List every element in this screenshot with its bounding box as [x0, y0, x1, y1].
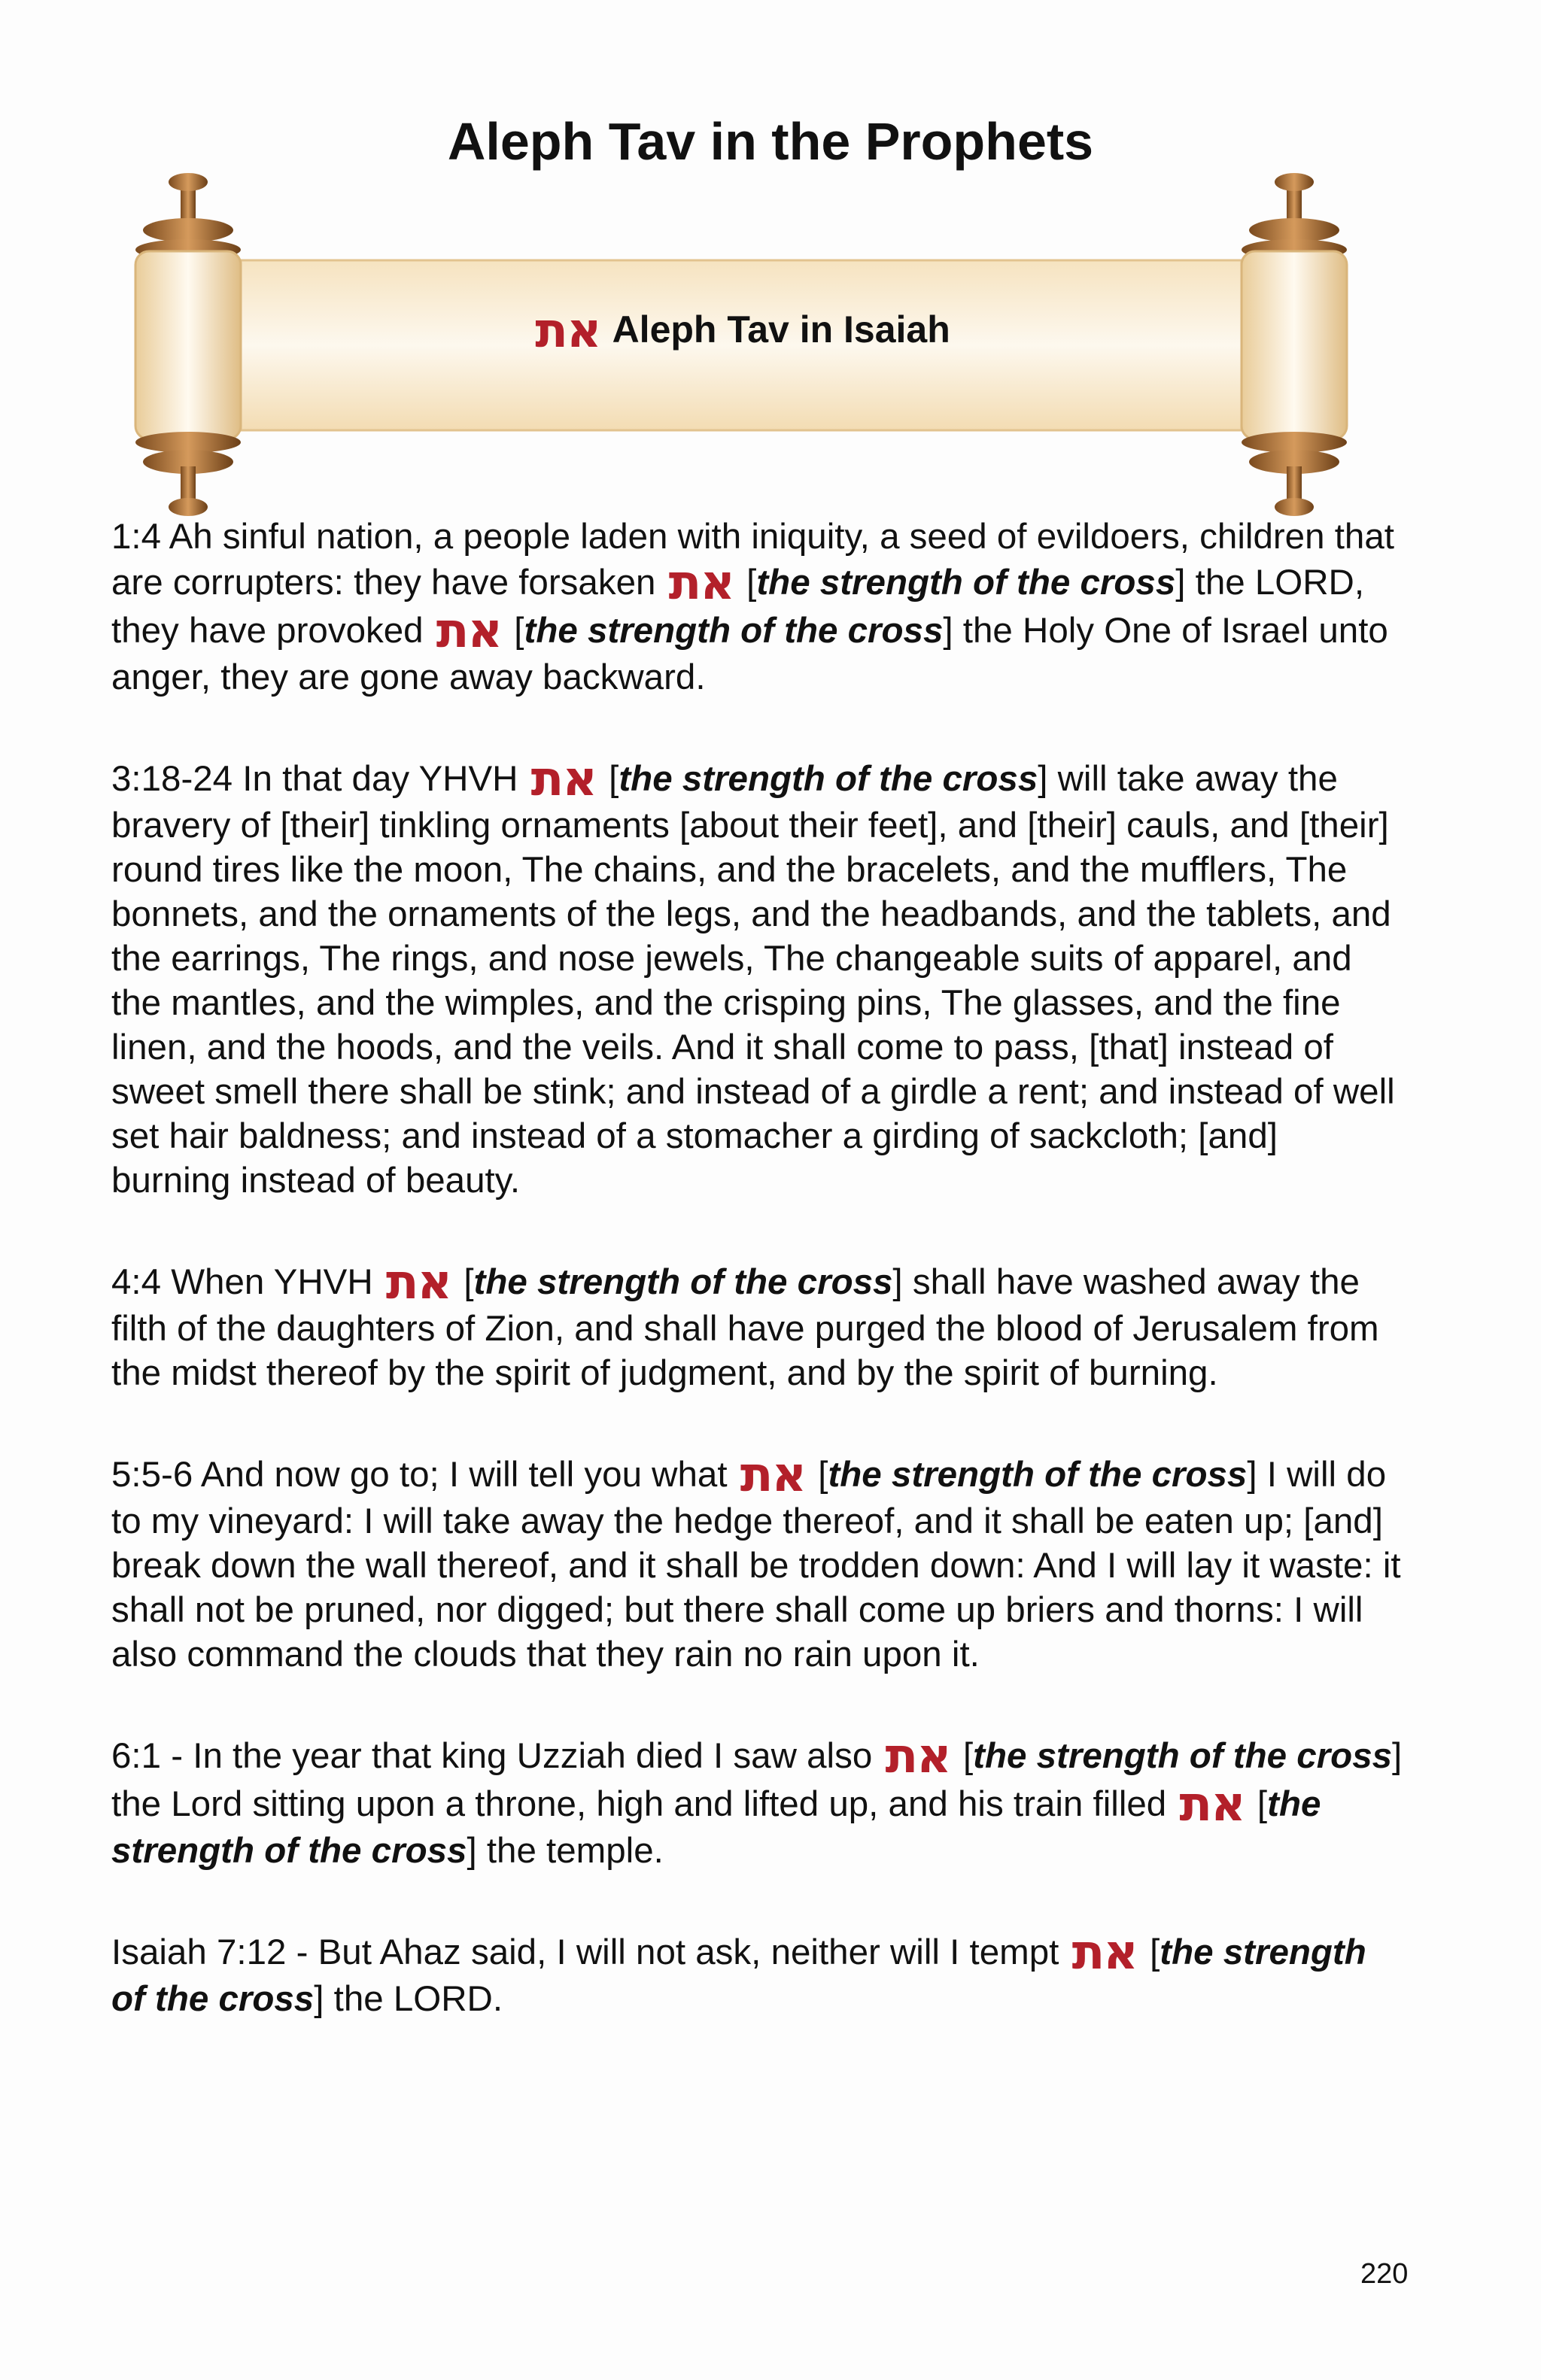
- scroll-caption: [113, 303, 1369, 359]
- verse-4-4: 4:4 When YHVH את [the strength of the cross] shall have washed away the filth of the daughters of Zion, and shall have purged the blood of Jerusalem from the midst thereof by the spirit of judgment, and by the spirit of burning.: [111, 1255, 1379, 1393]
- verse-7-12: Isaiah 7:12 - But Ahaz said, I will not ask, neither will I tempt את [the strength of the cross] the LORD.: [111, 1925, 1366, 2019]
- aleph-tav-glyph: את: [740, 1447, 806, 1503]
- phrase: the strength of the cross: [111, 1784, 1321, 1871]
- verse-1-4: 1:4 Ah sinful nation, a people laden with iniquity, a seed of evildoers, children that are corrupters: they have forsaken את [the strength of the cross] the LORD, they have provoked את [the strength of the cross] the Holy One of Israel unto anger, they are gone away backward.: [111, 517, 1394, 697]
- aleph-tav-glyph: את: [385, 1255, 451, 1310]
- aleph-tav-glyph: את: [1071, 1925, 1137, 1981]
- phrase: the strength of the cross: [756, 563, 1176, 603]
- aleph-tav-glyph: את: [530, 751, 596, 807]
- verses: [111, 515, 1406, 2077]
- phrase: the strength of the cross: [828, 1455, 1248, 1495]
- scroll-banner: [113, 172, 1369, 518]
- page-title: Aleph Tav in the Prophets: [447, 112, 1094, 171]
- phrase: the strength of the cross: [619, 759, 1038, 799]
- page-number: 220: [1360, 2258, 1409, 2290]
- aleph-tav-glyph: את: [885, 1729, 950, 1784]
- aleph-tav-glyph: את: [535, 303, 600, 359]
- phrase: the strength of the cross: [473, 1262, 893, 1302]
- scroll-caption-text: Aleph Tav in Isaiah: [612, 308, 950, 351]
- aleph-tav-glyph: את: [1179, 1777, 1245, 1832]
- aleph-tav-glyph: את: [436, 603, 502, 659]
- verse-6-1: 6:1 - In the year that king Uzziah died I saw also את [the strength of the cross] the Lord sitting upon a throne, high and lifted up, and his train filled את [the strength of the cross] the temple.: [111, 1729, 1403, 1871]
- phrase: the strength of the cross: [111, 1932, 1366, 2019]
- verse-3-18: 3:18-24 In that day YHVH את [the strength of the cross] will take away the bravery of [their] tinkling ornaments [about their feet], and [their] cauls, and [their] round tires like the moon, The chains, and the bracelets, and the mufflers, The bonnets, and the ornaments of the legs, and the headbands, and the tablets, and the earrings, The rings, and nose jewels, The changeable suits of apparel, and the mantles, and the wimples, and the crisping pins, The glasses, and the fine linen, and the hoods, and the veils. And it shall come to pass, [that] instead of sweet smell there shall be stink; and instead of a girdle a rent; and instead of well set hair baldness; and instead of a stomacher a girding of sackcloth; [and] burning instead of beauty.: [111, 751, 1395, 1201]
- aleph-tav-glyph: את: [668, 555, 734, 611]
- phrase: the strength of the cross: [524, 611, 944, 651]
- verse-5-5: 5:5-6 And now go to; I will tell you what את [the strength of the cross] I will do to my vineyard: I will take away the hedge thereof, and it shall be eaten up; [and] break down the wall thereof, and it shall be trodden down: And I will lay it waste: it shall not be pruned, nor digged; but there shall come up briers and thorns: I will also command the clouds that they rain no rain upon it.: [111, 1447, 1401, 1674]
- phrase: the strength of the cross: [973, 1736, 1393, 1776]
